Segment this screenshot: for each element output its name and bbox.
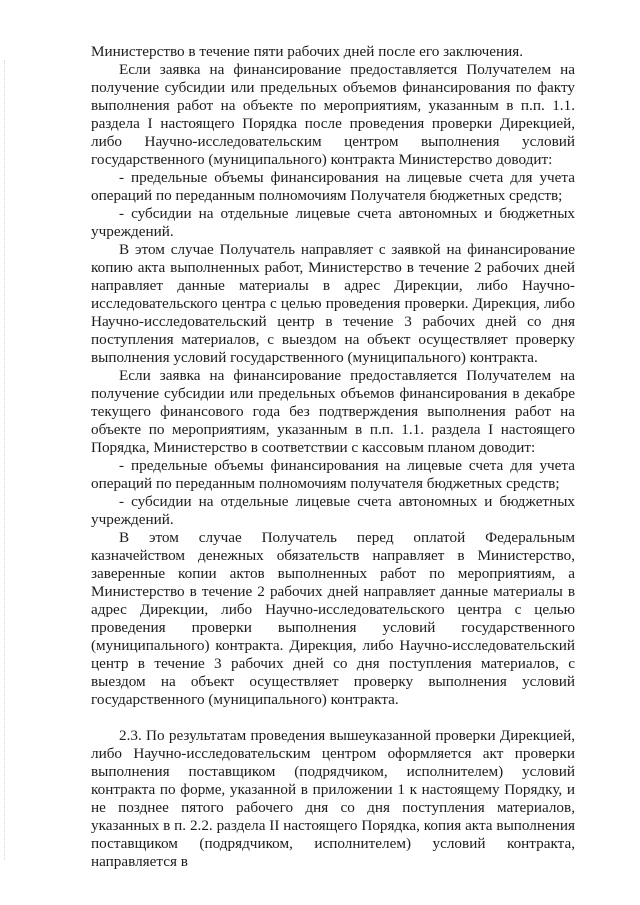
list-item-limits-2: - предельные объемы финансирования на лицевые счета для учета операций по переданным полномочиям получателя бюджетных средств; [91,457,575,492]
paragraph-request-after-check: Если заявка на финансирование предоставляется Получателем на получение субсидии или предельных объемов финансирования по факту выполнения работ на объекте по мероприятиям, указанным в п.п. 1.1. раздела I настоящего Порядка после проведения проверки Дирекцией, либо Научно-исследовательским центром выполнения условий государственного (муниципального) контракта Министерство доводит: [91,61,575,168]
list-item-subsidies-2: - субсидии на отдельные лицевые счета автономных и бюджетных учреждений. [91,493,575,528]
list-item-limits: - предельные объемы финансирования на лицевые счета для учета операций по переданным полномочиям Получателя бюджетных средств; [91,169,575,204]
paragraph-recipient-treasury: В этом случае Получатель перед оплатой Федеральным казначейством денежных обязательств направляет в Министерство, заверенные копии актов выполненных работ по мероприятиям, а Министерство в течение 2 рабочих дней направляет данные материалы в адрес Дирекции, либо Научно-исследовательского центра с целью проведения проверки выполнения условий государственного (муниципального) контракта. Дирекция, либо Научно-исследовательский центр в течение 3 рабочих дней со дня поступления материалов, с выездом на объект осуществляет проверку выполнения условий государственного (муниципального) контракта. [91,529,575,708]
scan-margin-dots [4,60,7,860]
paragraph-section-2-3: 2.3. По результатам проведения вышеуказанной проверки Дирекцией, либо Научно-исследовательским центром оформляется акт проверки выполнения поставщиком (подрядчиком, исполнителем) условий контракта по форме, указанной в приложении 1 к настоящему Порядку, и не позднее пятого рабочего дня со дня поступления материалов, указанных в п. 2.2. раздела II настоящего Порядка, копия акта выполнения поставщиком (подрядчиком, исполнителем) условий контракта, направляется в [91,727,575,870]
list-item-subsidies: - субсидии на отдельные лицевые счета автономных и бюджетных учреждений. [91,205,575,240]
document-page [91,43,575,871]
paragraph-request-december: Если заявка на финансирование предоставляется Получателем на получение субсидии или предельных объемов финансирования в декабре текущего финансового года без подтверждения выполнения работ на объекте по мероприятиям, указанным в п.п. 1.1. раздела I настоящего Порядка, Министерство в соответствии с кассовым планом доводит: [91,367,575,456]
paragraph-continuation: Министерство в течение пяти рабочих дней после его заключения. [91,43,524,60]
paragraph-recipient-act: В этом случае Получатель направляет с заявкой на финансирование копию акта выполненных работ, Министерство в течение 2 рабочих дней направляет данные материалы в адрес Дирекции, либо Научно-исследовательского центра с целью проведения проверки. Дирекция, либо Научно-исследовательский центр в течение 3 рабочих дней со дня поступления материалов, с выездом на объект осуществляет проверку выполнения условий государственного (муниципального) контракта. [91,241,575,366]
